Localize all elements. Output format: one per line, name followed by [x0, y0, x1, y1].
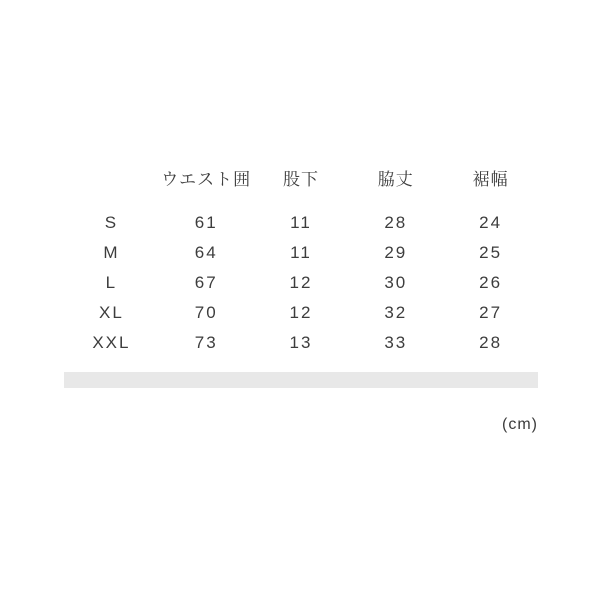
cell-side-length: 30 — [384, 273, 408, 292]
cell-side-length: 32 — [384, 303, 408, 322]
cell-side-length: 29 — [384, 243, 408, 262]
column-header-inseam: 股下 — [282, 169, 319, 189]
cell-inseam: 13 — [289, 333, 313, 352]
cell-hem-width: 26 — [479, 273, 503, 292]
cell-hem-width: 27 — [479, 303, 503, 322]
cell-inseam: 12 — [289, 273, 313, 292]
size-chart-table — [64, 162, 538, 388]
cell-hem-width: 28 — [479, 333, 503, 352]
table-row-xl — [64, 298, 538, 328]
table-row-s — [64, 208, 538, 238]
cell-waist: 70 — [194, 303, 218, 322]
column-header-hem-width: 裾幅 — [472, 169, 509, 189]
cell-inseam: 12 — [289, 303, 313, 322]
table-row-l — [64, 268, 538, 298]
table-header-row — [64, 162, 538, 192]
cell-inseam: 11 — [290, 213, 312, 232]
column-header-side-length: 脇丈 — [377, 169, 414, 189]
column-header-waist: ウエスト囲 — [161, 169, 252, 189]
cell-waist: 73 — [194, 333, 218, 352]
row-label-size: M — [103, 243, 120, 262]
cell-hem-width: 25 — [479, 243, 503, 262]
table-row-xxl — [64, 328, 538, 358]
cell-side-length: 28 — [384, 213, 408, 232]
table-row-m — [64, 238, 538, 268]
row-label-size: XL — [99, 303, 124, 322]
unit-label: (cm) — [502, 416, 538, 433]
row-label-size: XXL — [92, 333, 131, 352]
cell-side-length: 33 — [384, 333, 408, 352]
row-label-size: S — [104, 213, 119, 232]
cell-hem-width: 24 — [479, 213, 503, 232]
row-label-size: L — [105, 273, 118, 292]
cell-inseam: 11 — [290, 243, 312, 262]
cell-waist: 67 — [194, 273, 218, 292]
cell-waist: 64 — [194, 243, 218, 262]
divider-bar — [64, 372, 538, 388]
cell-waist: 61 — [194, 213, 218, 232]
